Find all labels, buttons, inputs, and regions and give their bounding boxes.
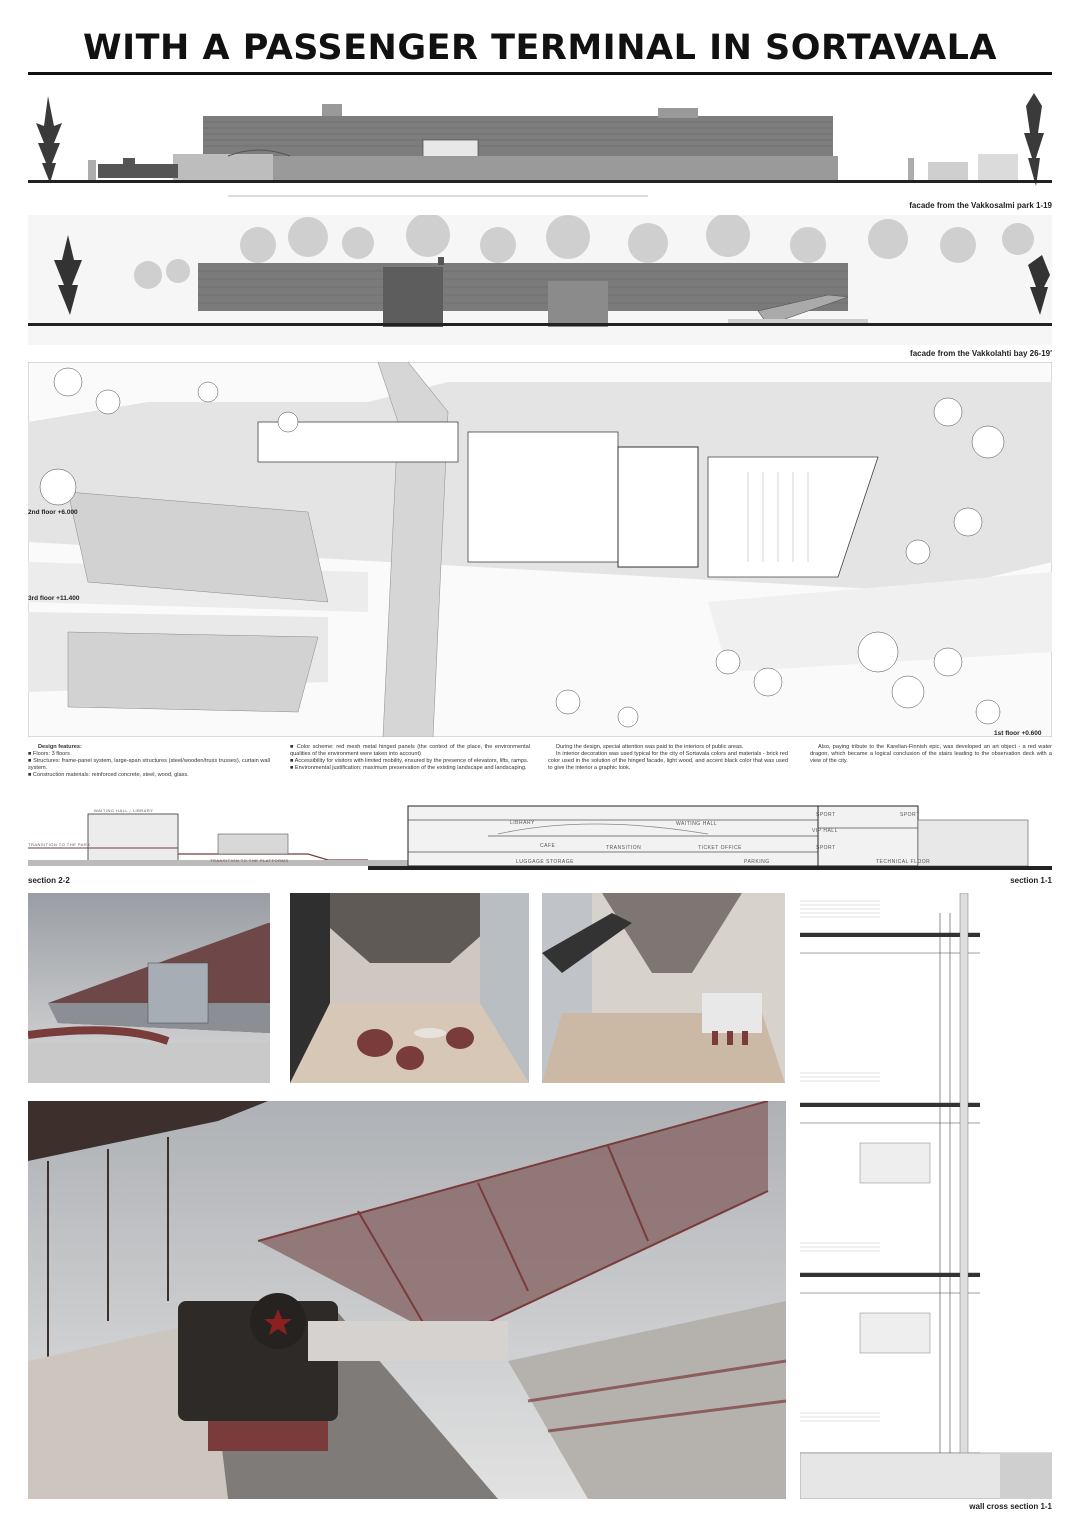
section-label-technical-floor: TECHNICAL FLOOR <box>876 859 931 865</box>
facade-vakkolahti-drawing <box>28 215 1052 345</box>
label-1st-floor: 1st floor +0.600 <box>994 730 1042 737</box>
section-label-transition-platforms: TRANSITION TO THE PLATFORMS <box>210 858 289 863</box>
section-label-cafe: CAFE <box>540 843 556 849</box>
facade-vakkosalmi-drawing <box>28 88 1052 200</box>
design-text: ■ Floors: 3 floors <box>28 751 70 757</box>
title-underline <box>28 72 1052 75</box>
section-label-waiting-hall: WAITING HALL <box>676 821 718 827</box>
render-platform-train <box>28 1101 786 1499</box>
section-label-luggage-storage: LUGGAGE STORAGE <box>516 859 574 865</box>
section-label-transition-park: TRANSITION TO THE PARK <box>28 842 91 847</box>
label-2nd-floor: 2nd floor +6.000 <box>28 509 78 516</box>
caption-section-1-1: section 1-1 <box>1010 876 1052 885</box>
site-plan-drawing <box>28 362 1052 737</box>
section-label-sport-3: SPORT <box>816 845 836 851</box>
render-interior-hall <box>542 893 785 1083</box>
section-label-waiting-hall-library: WAITING HALL / LIBRARY <box>94 808 154 813</box>
caption-wall-cross-section: wall cross section 1-1 <box>969 1502 1052 1511</box>
caption-facade-2: facade from the Vakkolahti bay 26-19' <box>910 349 1052 358</box>
section-drawings <box>28 794 1052 880</box>
design-text: Also, paying tribute to the Karelian-Finnish epic, was developed an art object - a red water dragon, which became a logical conclusion of the stairs leading to the observation deck with a view of the city. <box>810 744 1052 764</box>
design-text: ■ Accessibility for visitors with limited mobility, ensured by the presence of elevators, lifts, ramps. <box>290 758 529 764</box>
section-label-parking: PARKING <box>744 859 770 865</box>
design-features-col4 <box>810 744 1052 765</box>
design-features-heading: Design features: <box>38 744 82 750</box>
design-text: ■ Construction materials: reinforced concrete, steel, wood, glass. <box>28 772 189 778</box>
page-title: WITH A PASSENGER TERMINAL IN SORTAVALA <box>83 28 997 68</box>
render-exterior-entrance <box>28 893 270 1083</box>
section-label-sport-2: SPORT <box>900 812 920 818</box>
section-label-vip-hall: VIP HALL <box>812 828 838 834</box>
wall-cross-section-drawing <box>800 893 1052 1499</box>
design-text: In interior decoration was used typical for the city of Sortavala colors and materials - brick red color used in the solution of the hinged facade, light wood, and accent black color that was used to give the interior a graphic look. <box>548 751 788 771</box>
label-3rd-floor: 3rd floor +11.400 <box>28 595 80 602</box>
caption-section-2-2: section 2-2 <box>28 876 70 885</box>
design-text: ■ Environmental justification: maximum preservation of the existing landscape and landscaping. <box>290 765 527 771</box>
section-label-library: LIBRARY <box>510 820 535 826</box>
section-label-sport-1: SPORT <box>816 812 836 818</box>
design-features-col2 <box>290 744 530 772</box>
render-interior-lounge <box>290 893 529 1083</box>
design-text: ■ Structures: frame-panel system, large-span structures (steel/wooden/truss trusses), curtain wall system. <box>28 758 270 771</box>
design-text: ■ Color scheme: red mesh metal hinged panels (the context of the place, the environmental qualities of the environment were taken into account) <box>290 744 530 757</box>
caption-facade-1: facade from the Vakkosalmi park 1-19 <box>909 201 1052 210</box>
design-text: During the design, special attention was paid to the interiors of public areas. <box>556 744 744 750</box>
section-label-ticket-office: TICKET OFFICE <box>698 845 742 851</box>
section-label-transition: TRANSITION <box>606 845 642 851</box>
design-features-col1 <box>28 744 270 779</box>
design-features-col3 <box>548 744 788 772</box>
